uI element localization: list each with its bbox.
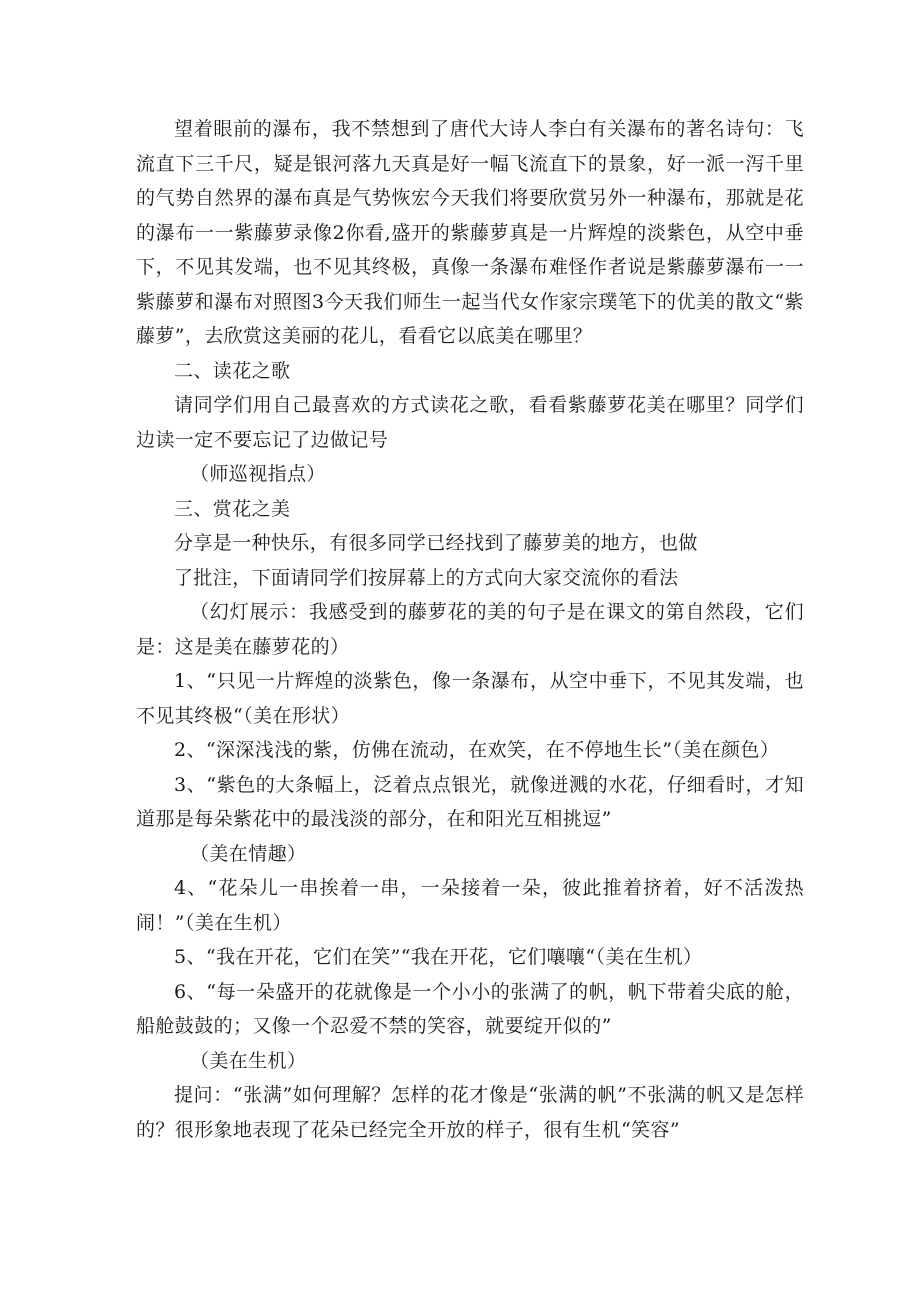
quote-item-6-note: （美在生机） xyxy=(190,1049,307,1072)
quote-item-5: 5、“我在开花，它们在笑”“我在开花，它们嚷嚷“（美在生机） xyxy=(174,946,703,968)
intro-paragraph: 望着眼前的瀑布，我不禁想到了唐代大诗人李白有关瀑布的著名诗句：飞流直下三千尺，疑是银河落九天真是好一幅飞流直下的景象，好一派一泻千里的气势自然界的瀑布真是气势恢宏今天我们将要欣赏另外一种瀑布，那就是花的瀑布一一紫藤萝录像2你看,盛开的紫藤萝真是一片辉煌的淡紫色，从空中垂下，不见其发端，也不见其终极，真像一条瀑布难怪作者说是紫藤萝瀑布一一紫藤萝和瀑布对照图3今天我们师生一起当代女作家宗璞笔下的优美的散文“紫藤萝”，去欣赏这美丽的花儿，看看它以底美在哪里？ xyxy=(136,118,804,347)
read-instruction-paragraph: 请同学们用自己最喜欢的方式读花之歌，看看紫藤萝花美在哪里？同学们边读一定不要忘记了边做记号 xyxy=(136,394,804,451)
share-line-2: 了批注，下面请同学们按屏幕上的方式向大家交流你的看法 xyxy=(174,566,679,589)
document-page xyxy=(136,112,804,1147)
slide-note: （幻灯展示：我感受到的藤萝花的美的句子是在课文的第自然段，它们是：这是美在藤萝花的） xyxy=(136,601,804,658)
quote-item-6: 6、“每一朵盛开的花就像是一个小小的张满了的帆，帆下带着尖底的舱，船舱鼓鼓的；又像一个忍爱不禁的笑容，就要绽开似的” xyxy=(136,980,804,1037)
quote-item-3: 3、“紫色的大条幅上，泛着点点银光，就像迸溅的水花，仔细看时，才知道那是每朵紫花中的最浅淡的部分，在和阳光互相挑逗” xyxy=(136,773,804,830)
section-heading-appreciate: 三、赏花之美 xyxy=(174,497,291,520)
quote-item-1: 1、“只见一片辉煌的淡紫色，像一条瀑布，从空中垂下，不见其发端，也不见其终极“（美在形状） xyxy=(136,670,804,727)
teacher-note: （师巡视指点） xyxy=(190,463,326,485)
share-line-1: 分享是一种快乐，有很多同学已经找到了藤萝美的地方，也做 xyxy=(174,532,698,554)
quote-item-4: 4、“花朵儿一串挨着一串，一朵接着一朵，彼此推着挤着，好不活泼热闹！”（美在生机） xyxy=(136,877,804,934)
quote-item-3-note: （美在情趣） xyxy=(190,842,307,865)
quote-item-2: 2、“深深浅浅的紫，仿佛在流动，在欢笑，在不停地生长”（美在颜色） xyxy=(174,739,780,761)
section-heading-read: 二、读花之歌 xyxy=(174,359,291,382)
question-paragraph: 提问：“张满”如何理解？怎样的花才像是“张满的帆”不张满的帆又是怎样的？很形象地表现了花朵已经完全开放的样子，很有生机“笑容” xyxy=(136,1084,804,1141)
